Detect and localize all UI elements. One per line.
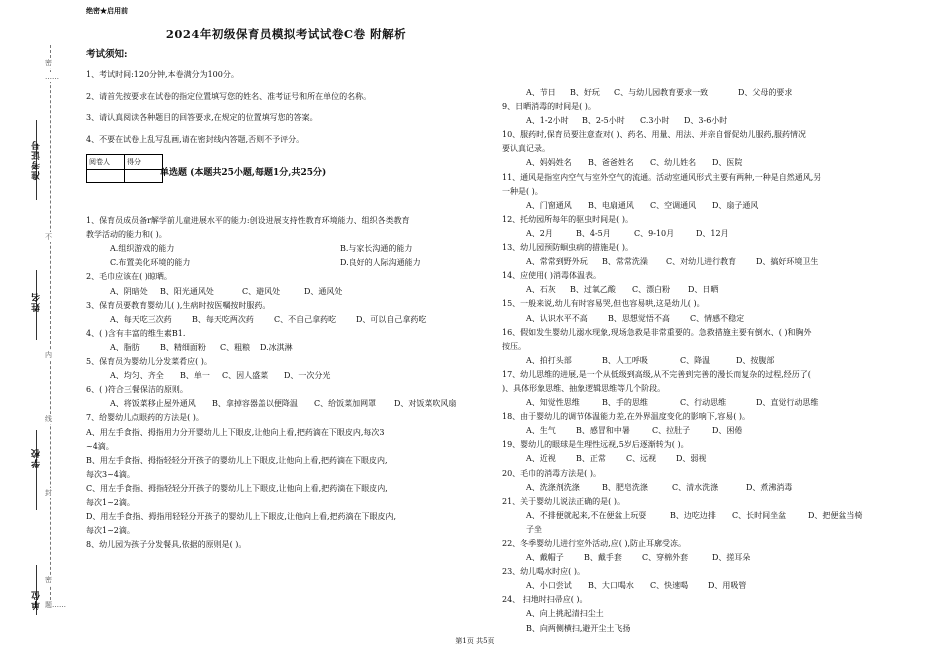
option: D、搓耳朵 — [712, 553, 751, 563]
option-row — [86, 341, 486, 355]
notice-item: 3、请认真阅读各种题目的回答要求,在规定的位置填写您的答案。 — [86, 113, 318, 123]
notice-item: 1、考试时间:120分钟,本卷满分为100分。 — [86, 70, 239, 80]
option-row — [502, 622, 922, 636]
option-row — [502, 551, 922, 565]
option: D、父母的要求 — [738, 88, 793, 97]
question-stem-line: 每次1~2滴。 — [86, 526, 135, 536]
option: A、认识水平不高 — [526, 313, 588, 323]
option: B、阳光通风处 — [160, 286, 214, 296]
option: B、人工呼吸 — [602, 355, 648, 365]
question-stem-line: 一种是( )。 — [502, 186, 543, 196]
option-row — [86, 256, 486, 270]
question — [502, 128, 922, 170]
option: A、小口尝试 — [526, 581, 572, 591]
option-row — [502, 114, 922, 128]
question — [502, 241, 922, 269]
option: C、给饭菜加网罩 — [314, 399, 377, 409]
option: D、3-6小时 — [684, 116, 728, 126]
option-row — [502, 199, 922, 213]
seal-dashed-line — [50, 45, 51, 610]
option-row — [86, 313, 486, 327]
option: D、通风处 — [304, 286, 343, 296]
option: A、常常到野外玩 — [526, 257, 588, 267]
question — [86, 355, 486, 383]
option: D、一次分光 — [284, 371, 331, 381]
option: C、漂白粉 — [632, 285, 671, 295]
question-stem-line: A、用左手食指、拇指用力分开婴幼儿上下眼皮,让他向上看,把药滴在下眼皮内,每次3 — [86, 427, 385, 437]
option: D.冰淇淋 — [260, 342, 293, 352]
question-stem-line: 2、毛巾应该在( )晾晒。 — [86, 272, 172, 282]
option: D、直觉行动思维 — [756, 398, 819, 408]
option-row — [502, 255, 922, 269]
question — [502, 438, 922, 466]
page-title: 2024年初级保育员模拟考试试卷C卷 附解析 — [165, 27, 407, 42]
notice-item: 2、请首先按要求在试卷的指定位置填写您的姓名、准考证号和所在单位的名称。 — [86, 91, 372, 101]
option: D、日晒 — [688, 285, 719, 295]
binding-underline — [36, 430, 37, 510]
question-stem-line: 按压。 — [502, 341, 526, 351]
question-stem-line: 21、关于婴幼儿说法正确的是( )。 — [502, 496, 625, 506]
seal-char: 线 — [45, 415, 52, 423]
option: A、知觉性思维 — [526, 398, 580, 408]
option: D、按腹部 — [736, 355, 775, 365]
option: A、脂肪 — [110, 342, 140, 352]
option: B、戴手套 — [584, 553, 622, 563]
question-stem-line: 4、( )含有丰富的维生素B1. — [86, 328, 186, 338]
question-stem-line: 19、婴幼儿的眼球是生理性远视,5岁后逐渐转为( )。 — [502, 440, 689, 450]
option: B.与家长沟通的能力 — [340, 244, 413, 254]
option: C、降温 — [680, 355, 711, 365]
question-stem-line: 16、假如发生婴幼儿溺水现象,现场急救是非常重要的。急救措施主要有倒水、( )和胸外 — [502, 327, 812, 337]
question-stem-line: 要认真记录。 — [502, 144, 550, 154]
option: 子坐 — [526, 524, 542, 534]
option: C、清水洗涤 — [672, 482, 719, 492]
option: A、1-2小时 — [526, 116, 569, 126]
question — [502, 297, 922, 325]
option: C、快速喝 — [650, 581, 689, 591]
question-stem-line: 3、保育员要教育婴幼儿( ),生病时按医嘱按时服药。 — [86, 300, 271, 310]
option: A、每天吃三次药 — [110, 314, 172, 324]
option: B、过氧乙酸 — [570, 285, 616, 295]
option: D.良好的人际沟通能力 — [340, 258, 421, 268]
question-stem-line: 1、保育员成员备r解学前儿童进展水平的能力:创设进展支持性教育环境能力、组织各类教育 — [86, 216, 410, 226]
secret-mark: 绝密★启用前 — [86, 6, 128, 15]
option: D、12月 — [696, 228, 729, 238]
question-stem-line: 20、毛巾的消毒方法是( )。 — [502, 468, 601, 478]
option: B、电扇通风 — [588, 200, 634, 210]
notice-list — [86, 64, 486, 150]
option: A、不排便就起来,不在便盆上玩耍 — [526, 510, 647, 520]
question-stem-line: 18、由于婴幼儿的调节体温能力差,在外界温度变化的影响下,容易( )。 — [502, 412, 751, 422]
option: C、因人盛菜 — [222, 371, 269, 381]
question-stem-line: 23、幼儿喝水时应( )。 — [502, 567, 585, 577]
option: B、4-5月 — [576, 228, 611, 238]
option-row — [502, 452, 922, 466]
question-stem-line: B、用左手食指、拇指轻轻分开孩子的婴幼儿上下眼皮,让他向上看,把药滴在下眼皮内, — [86, 455, 388, 465]
option: C、避风处 — [242, 286, 281, 296]
option: A、洗涤剂洗涤 — [526, 482, 580, 492]
question — [86, 327, 486, 355]
binding-label: 姓名 — [32, 292, 42, 312]
option: C.布置美化环境的能力 — [110, 258, 191, 268]
option: D、把便盆当椅 — [808, 510, 863, 520]
seal-char: 不 — [45, 233, 52, 241]
option: A、门窗通风 — [526, 200, 572, 210]
seal-char: 封 — [45, 489, 52, 497]
option: D、用吸管 — [708, 581, 747, 591]
option: C、远视 — [626, 454, 657, 464]
page-footer: 第1页 共5页 — [455, 637, 495, 645]
option: D、对饭菜吹风扇 — [394, 399, 457, 409]
option-row — [502, 156, 922, 170]
option: A、拍打头部 — [526, 355, 572, 365]
question-stem-line: 14、应使用( )消毒体温表。 — [502, 271, 601, 281]
option: A、将饭菜移止屋外通风 — [110, 399, 196, 409]
left-column — [86, 0, 486, 552]
option-row — [502, 227, 922, 241]
question-stem-line: 17、幼儿思维的进展,是一个从低级到高级,从不完善到完善的漫长而复杂的过程,经历了( — [502, 369, 811, 379]
question — [502, 467, 922, 495]
option: B、向两侧横扫,避开尘土飞扬 — [526, 623, 631, 633]
question-list-left — [86, 214, 486, 552]
binding-label: 单位 — [32, 590, 42, 610]
question — [502, 368, 922, 410]
option: C、长时间坐盆 — [732, 510, 787, 520]
question-stem-line: 15、一般来说,幼儿有时容易哭,但也容易哄,这是幼儿( )。 — [502, 299, 705, 309]
option: B、感冒和中暑 — [576, 426, 630, 436]
question — [86, 270, 486, 298]
option: C、幼儿姓名 — [650, 158, 697, 168]
section-title: 单选题 (本题共25小题,每题1分,共25分) — [160, 168, 327, 179]
question-stem-line: 10、服药时,保育员要注意查对( )、药名、用量、用法、并亲自督促幼儿服药,服药情况 — [502, 130, 807, 140]
question-stem-line: 13、幼儿园预防蛔虫病的措施是( )。 — [502, 243, 633, 253]
question-list-right — [502, 86, 922, 636]
option: D、困倦 — [712, 426, 743, 436]
question — [86, 383, 486, 411]
option: B、肥皂洗涤 — [602, 482, 648, 492]
question — [502, 171, 922, 213]
option: B、正常 — [576, 454, 606, 464]
seal-char: 密 — [45, 59, 52, 67]
option-row — [86, 369, 486, 383]
option: B、每天吃两次药 — [192, 314, 254, 324]
score-table — [86, 154, 163, 183]
question-stem-line: 12、托幼园所每年的驱虫时间是( )。 — [502, 214, 633, 224]
right-column — [502, 86, 922, 636]
question — [502, 269, 922, 297]
option: C、9-10月 — [634, 228, 675, 238]
option: A、近视 — [526, 454, 556, 464]
option-row — [502, 354, 922, 368]
reviewer-cell[interactable] — [87, 170, 125, 183]
option-row — [502, 86, 922, 100]
option: A、生气 — [526, 426, 556, 436]
option: B、爸爸姓名 — [588, 158, 634, 168]
option: B、单一 — [180, 371, 210, 381]
score-label: 得分 — [125, 155, 163, 170]
question — [86, 214, 486, 270]
notice-item: 4、不要在试卷上乱写乱画,请在密封线内答题,否则不予评分。 — [86, 134, 305, 144]
notice-heading: 考试须知: — [86, 49, 128, 61]
seal-char: 内 — [45, 351, 52, 359]
seal-dots: 题…… — [45, 601, 66, 609]
option: D、弱视 — [676, 454, 707, 464]
question — [502, 86, 922, 100]
option: B、精细面粉 — [160, 342, 206, 352]
option: A、石灰 — [526, 285, 556, 295]
option: C、拉肚子 — [652, 426, 691, 436]
option-row — [86, 242, 486, 256]
option-row — [502, 283, 922, 297]
question — [502, 593, 922, 635]
question-stem-line: )、具体形象思维、抽象逻辑思维等几个阶段。 — [502, 383, 666, 393]
question-stem-line: 每次1~2滴。 — [86, 497, 135, 507]
option: C、穿棉外套 — [642, 553, 689, 563]
question-stem-line: D、用左手食指、拇指用轻轻分开孩子的婴幼儿上下眼皮,让他向上看,把药滴在下眼皮内, — [86, 512, 397, 522]
option: B、思想觉悟不高 — [608, 313, 670, 323]
option: A、戴帽子 — [526, 553, 564, 563]
option: C、对幼儿进行教育 — [666, 257, 737, 267]
option: D、医院 — [712, 158, 743, 168]
option-row — [502, 607, 922, 621]
option: B、边吃边排 — [670, 510, 716, 520]
option: C、情感不稳定 — [690, 313, 745, 323]
option: B、大口喝水 — [588, 581, 634, 591]
option: A、阴暗处 — [110, 286, 148, 296]
option: D、扇子通风 — [712, 200, 759, 210]
option: A.组织游戏的能力 — [110, 244, 175, 254]
option: B、拿掉容器盖以便降温 — [212, 399, 298, 409]
option: C、空调通风 — [650, 200, 697, 210]
score-cell[interactable] — [125, 170, 163, 183]
question-stem-line: 每次3~4滴。 — [86, 469, 135, 479]
option-row — [502, 312, 922, 326]
option-row — [86, 397, 486, 411]
binding-margin — [0, 0, 70, 671]
question-stem-line: 22、冬季婴幼儿进行室外活动,应( ),防止耳廓受冻。 — [502, 539, 687, 548]
question — [502, 495, 922, 537]
option: A、节日 — [526, 88, 556, 97]
option: D、可以自己拿药吃 — [356, 314, 427, 324]
question — [86, 411, 486, 552]
option: B、常常洗澡 — [602, 257, 648, 267]
question — [502, 213, 922, 241]
option: C.3小时 — [640, 116, 670, 126]
question-stem-line: 11、通风是指室内空气与室外空气的流通。活动室通风形式主要有两种,一种是自然通风,另 — [502, 172, 822, 182]
option-row — [502, 579, 922, 593]
option: C、粗粮 — [220, 342, 251, 352]
option: A、2月 — [526, 228, 553, 238]
option-row — [86, 285, 486, 299]
option-row — [502, 424, 922, 438]
question — [502, 410, 922, 438]
question-stem-line: 6、( )符合三餐保洁的原则。 — [86, 385, 188, 395]
question — [502, 565, 922, 593]
reviewer-label: 阅卷人 — [87, 155, 125, 170]
option: C、不自己拿药吃 — [274, 314, 337, 324]
option: D、煮沸消毒 — [746, 482, 793, 492]
question-stem-line: 5、保育员为婴幼儿分发菜肴应( )。 — [86, 357, 212, 367]
seal-char: 密 — [45, 576, 52, 584]
option: C、与幼儿园教育要求一致 — [614, 88, 709, 97]
option-row — [502, 523, 922, 537]
option-row — [502, 481, 922, 495]
question — [502, 100, 922, 128]
binding-label: 学校 — [32, 448, 42, 468]
binding-label: 准考证号 — [32, 140, 42, 180]
question-stem-line: 9、日晒消毒的时间是( )。 — [502, 102, 596, 112]
question-stem-line: 7、给婴幼儿点眼药的方法是( )。 — [86, 413, 204, 423]
option: D、搞好环境卫生 — [756, 257, 819, 267]
question-stem-line: 24、 扫地时扫帚应( )。 — [502, 595, 588, 605]
question-stem-line: C、用左手食指、拇指轻轻分开孩子的婴幼儿上下眼皮,让他向上看,把药滴在下眼皮内, — [86, 483, 388, 493]
question — [502, 326, 922, 368]
option-row — [502, 509, 922, 523]
option: B、手的思维 — [602, 398, 648, 408]
question — [502, 537, 922, 565]
option: A、妈妈姓名 — [526, 158, 572, 168]
question — [86, 299, 486, 327]
option: B、2-5小时 — [582, 116, 625, 126]
question-stem-line: 8、幼儿园为孩子分发餐具,依据的原则是( )。 — [86, 540, 247, 550]
question-stem-line: 教学活动的能力和( )。 — [86, 230, 167, 240]
score-section — [86, 150, 486, 214]
seal-dots: …… — [45, 73, 59, 81]
option: B、好玩 — [570, 88, 600, 97]
option: C、行动思维 — [680, 398, 727, 408]
option: A、均匀、齐全 — [110, 371, 164, 381]
question-stem-line: ~4滴。 — [86, 441, 114, 451]
option: A、向上挑起清扫尘土 — [526, 609, 604, 619]
option-row — [502, 396, 922, 410]
